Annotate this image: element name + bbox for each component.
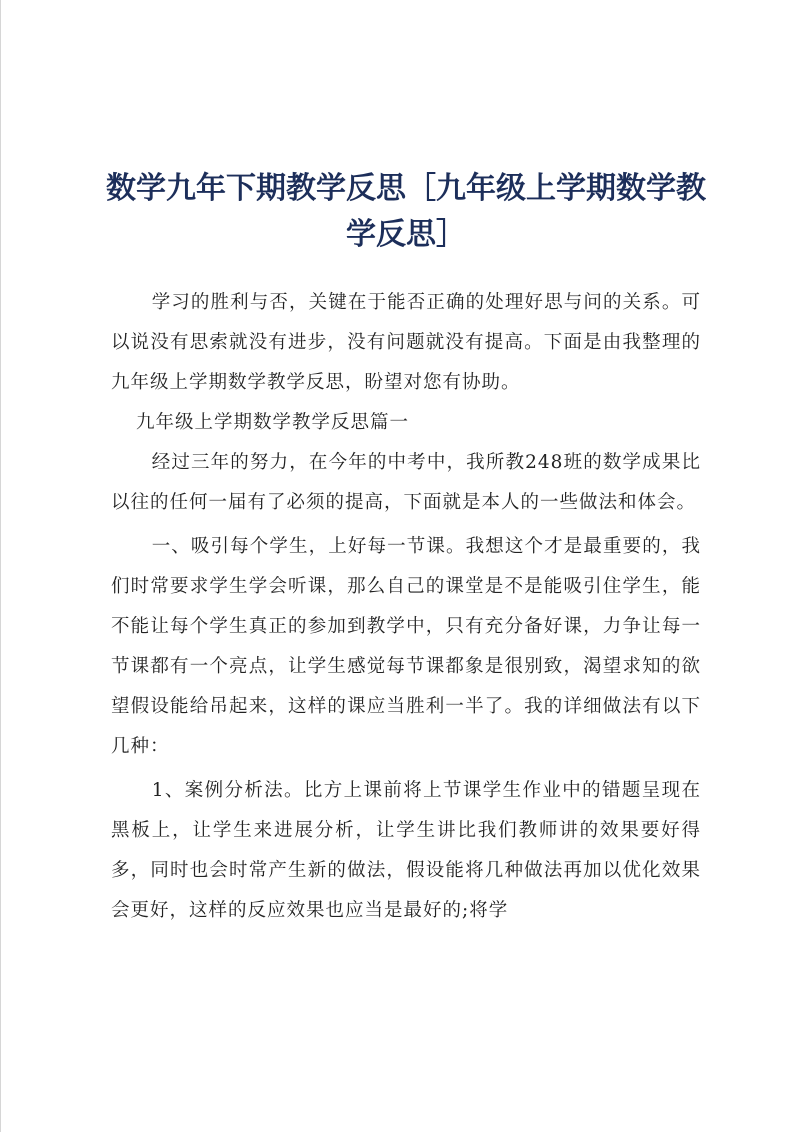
intro-paragraph: 学习的胜利与否，关键在于能否正确的处理好思与问的关系。可以说没有思索就没有进步，没有问题就没有提高。下面是由我整理的九年级上学期数学教学反思，盼望对您有协助。: [111, 292, 701, 393]
section-heading: 九年级上学期数学教学反思篇一: [135, 412, 409, 433]
document-body: [111, 283, 701, 931]
body-paragraph: 1、案例分析法。比方上课前将上节课学生作业中的错题呈现在黑板上，让学生来进展分析，让学生讲比我们教师讲的效果要好得多，同时也会时常产生新的做法，假设能将几种做法再加以优化效果会更好，这样的反应效果也应当是最好的;将学: [111, 780, 701, 921]
body-paragraph: 经过三年的努力，在今年的中考中，我所教248班的数学成果比以往的任何一届有了必须的提高，下面就是本人的一些做法和体会。: [111, 452, 701, 513]
body-paragraph: 一、吸引每个学生，上好每一节课。我想这个才是最重要的，我们时常要求学生学会听课，那么自己的课堂是不是能吸引住学生，能不能让每个学生真正的参加到教学中，只有充分备好课，力争让每一节课都有一个亮点，让学生感觉每节课都象是很别致，渴望求知的欲望假设能给吊起来，这样的课应当胜利一半了。我的详细做法有以下几种：: [111, 536, 701, 757]
document-title: 数学九年下期教学反思［九年级上学期数学教学反思］: [106, 171, 706, 252]
